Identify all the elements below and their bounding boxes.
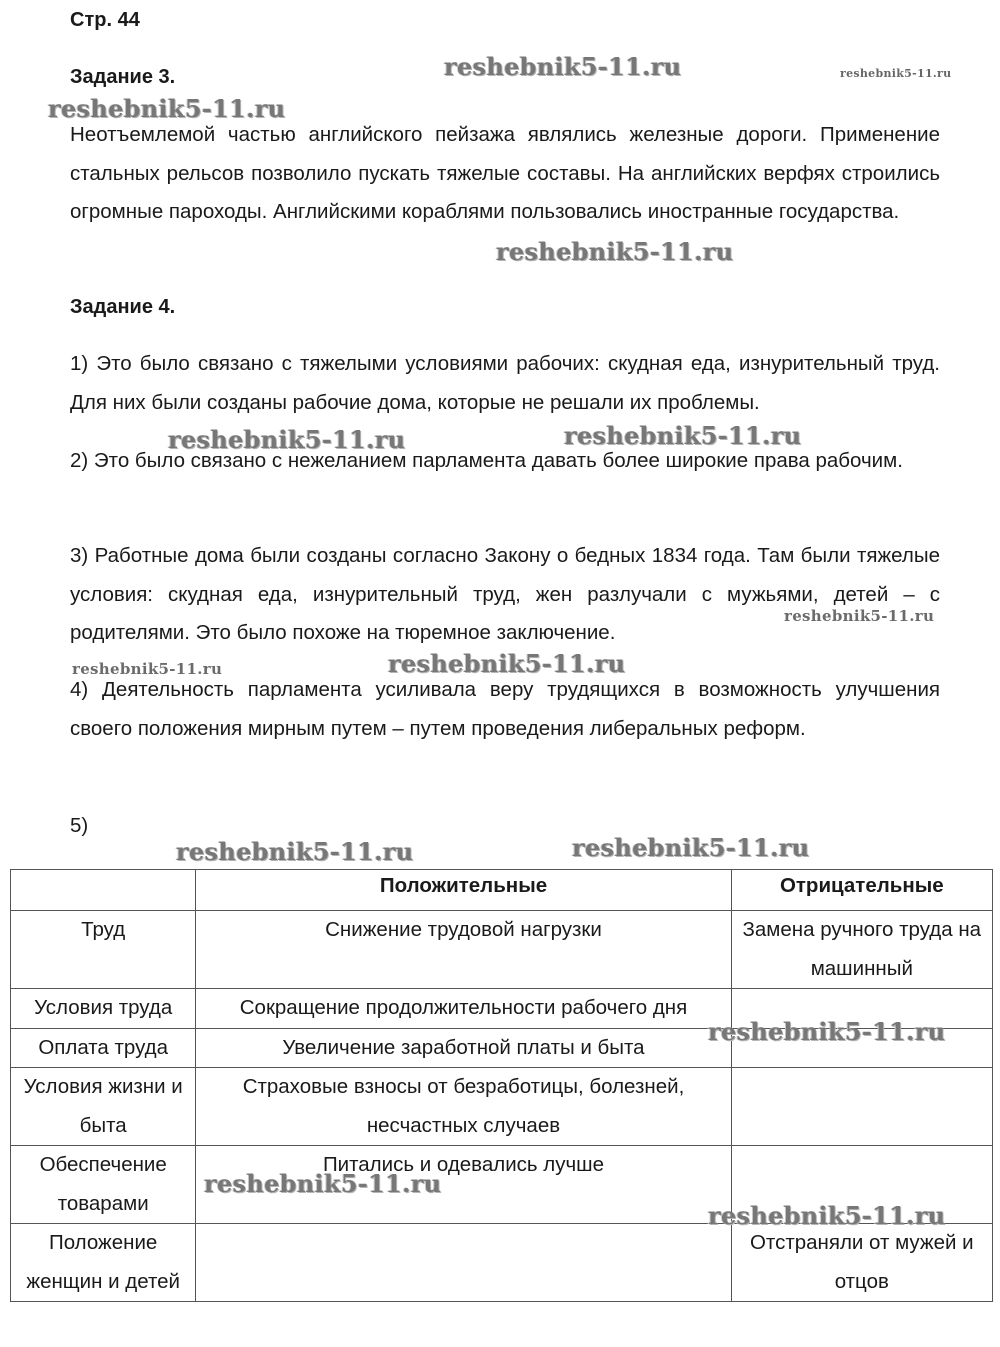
table-header-positive: Положительные <box>196 870 731 911</box>
watermark: reshebnik5-11.ru <box>708 1201 946 1230</box>
row-positive <box>196 1224 731 1302</box>
watermark: reshebnik5-11.ru <box>564 421 802 450</box>
row-category: Условия жизни и быта <box>11 1068 196 1146</box>
watermark: reshebnik5-11.ru <box>72 660 223 678</box>
row-positive: Увеличение заработной платы и быта <box>196 1028 731 1068</box>
task4-answer-3: 3) Работные дома были созданы согласно Закону о бедных 1834 года. Там были тяжелые условия: скудная еда, изнурительный труд, жен разлучали с мужьями, детей – с родителями. Это было похоже на тюремное заключение. <box>70 544 940 644</box>
table-row <box>11 1146 993 1224</box>
watermark: reshebnik5-11.ru <box>388 649 626 678</box>
watermark: reshebnik5-11.ru <box>168 425 406 454</box>
row-category: Положение женщин и детей <box>11 1224 196 1302</box>
table-header-row <box>11 870 993 911</box>
watermark: reshebnik5-11.ru <box>840 67 952 80</box>
task4-item5-label: 5) <box>70 814 89 837</box>
row-positive: Снижение трудовой нагрузки <box>196 911 731 989</box>
row-category: Труд <box>11 911 196 989</box>
watermark: reshebnik5-11.ru <box>204 1169 442 1198</box>
watermark: reshebnik5-11.ru <box>784 607 935 625</box>
task3-text: Неотъемлемой частью английского пейзажа являлись железные дороги. Применение стальных рельсов позволило пускать тяжелые составы. На английских верфях строились огромные пароходы. Английскими кораблями пользовались иностранные государства. <box>70 123 940 223</box>
table-row <box>11 911 993 989</box>
row-negative <box>731 1068 992 1146</box>
table-row <box>11 1224 993 1302</box>
row-category: Условия труда <box>11 989 196 1029</box>
page-number: Стр. 44 <box>70 9 140 31</box>
row-negative <box>731 1146 992 1224</box>
table-header-negative: Отрицательные <box>731 870 992 911</box>
task4-heading: Задание 4. <box>70 296 176 318</box>
watermark: reshebnik5-11.ru <box>572 833 810 862</box>
row-negative: Замена ручного труда на машинный <box>731 911 992 989</box>
task4-answer-2: 2) Это было связано с нежеланием парламента давать более широкие права рабочим. <box>70 449 903 472</box>
row-negative <box>731 1028 992 1068</box>
row-category: Обеспечение товарами <box>11 1146 196 1224</box>
task4-answer-1: 1) Это было связано с тяжелыми условиями рабочих: скудная еда, изнурительный труд. Для них были созданы рабочие дома, которые не решали их проблемы. <box>70 352 940 414</box>
watermark: reshebnik5-11.ru <box>176 837 414 866</box>
watermark: reshebnik5-11.ru <box>708 1017 946 1046</box>
table-row <box>11 989 993 1029</box>
row-category: Оплата труда <box>11 1028 196 1068</box>
row-negative: Отстраняли от мужей и отцов <box>731 1224 992 1302</box>
task4-answer-4: 4) Деятельность парламента усиливала веру трудящихся в возможность улучшения своего положения мирным путем – путем проведения либеральных реформ. <box>70 678 940 740</box>
task3-heading: Задание 3. <box>70 66 176 88</box>
table-row <box>11 1068 993 1146</box>
watermark: reshebnik5-11.ru <box>496 237 734 266</box>
table-row <box>11 1028 993 1068</box>
effects-table <box>10 869 993 1302</box>
table-header-cell <box>11 870 196 911</box>
watermark: reshebnik5-11.ru <box>444 52 682 81</box>
row-positive: Сокращение продолжительности рабочего дня <box>196 989 731 1029</box>
row-positive: Страховые взносы от безработицы, болезней, несчастных случаев <box>196 1068 731 1146</box>
watermark: reshebnik5-11.ru <box>48 94 286 123</box>
row-positive: Питались и одевались лучше <box>196 1146 731 1224</box>
row-negative <box>731 989 992 1029</box>
